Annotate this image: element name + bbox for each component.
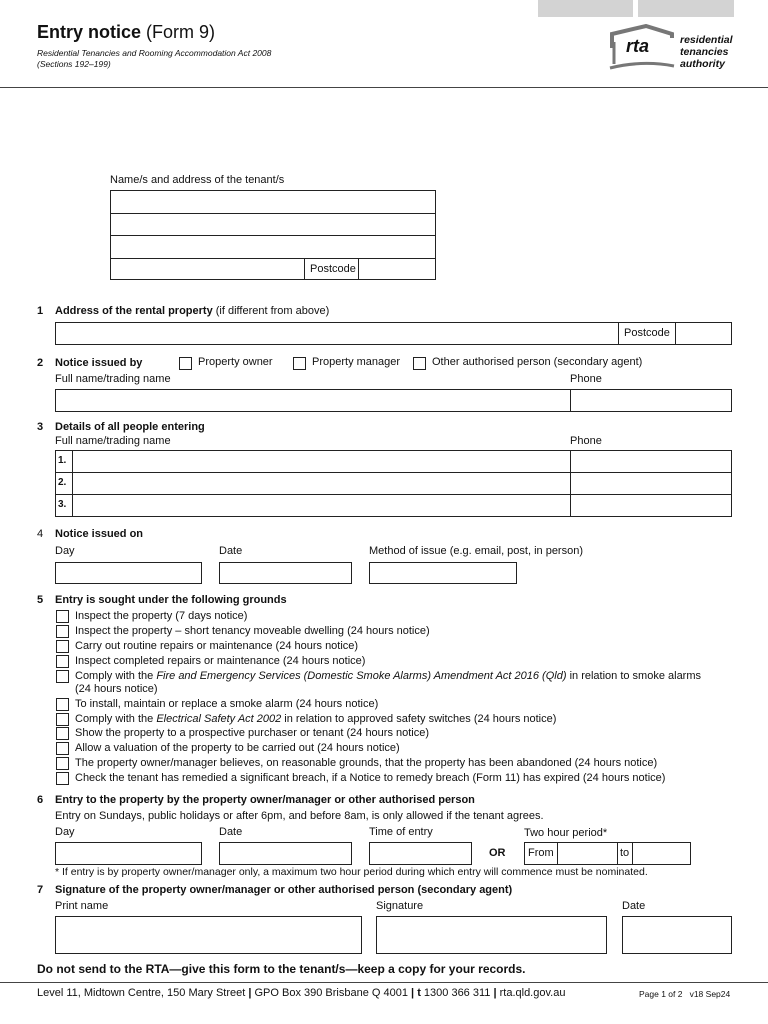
q6-time-label: Time of entry — [369, 826, 433, 838]
ground-abandoned-checkbox[interactable] — [56, 757, 69, 770]
ground-show-property-label: Show the property to a prospective purchaser or tenant (24 hours notice) — [75, 727, 430, 739]
top-tab-2[interactable] — [638, 0, 734, 17]
ground-show-property-checkbox[interactable] — [56, 727, 69, 740]
q1-divider — [618, 323, 619, 344]
q2-divider — [570, 390, 571, 411]
ground-valuation-checkbox[interactable] — [56, 742, 69, 755]
q6-day-label: Day — [55, 826, 75, 838]
q2-heading: Notice issued by — [55, 357, 143, 369]
ground-breach-label: Check the tenant has remedied a significant breach, if a Notice to remedy breach (Form 11) has expired (24 hours notice) — [75, 772, 666, 784]
q2-name-label: Full name/trading name — [55, 373, 171, 385]
ground-inspect-checkbox[interactable] — [56, 610, 69, 623]
tenant-line-3 — [111, 258, 435, 259]
issuer-name-phone-input[interactable] — [55, 389, 732, 412]
form-title: Entry notice (Form 9) — [37, 22, 216, 42]
entry-date-input[interactable] — [219, 842, 352, 865]
entry-time-input[interactable] — [369, 842, 472, 865]
q3-phone-divider — [570, 451, 571, 516]
header-divider — [0, 87, 768, 88]
ground-valuation-label: Allow a valuation of the property to be carried out (24 hours notice) — [75, 742, 400, 754]
notice-method-input[interactable] — [369, 562, 517, 584]
ground-smoke-alarm-checkbox[interactable] — [56, 698, 69, 711]
q3-row-1: 1. — [58, 455, 67, 466]
rta-logo — [606, 24, 676, 72]
ground-electrical-label: Comply with the Electrical Safety Act 2002 in relation to approved safety switches (24 hours notice) — [75, 713, 557, 725]
property-manager-checkbox[interactable] — [293, 357, 306, 370]
from-label: From — [528, 847, 554, 859]
tenant-postcode-divider-2 — [358, 258, 359, 280]
act-sections: (Sections 192–199) — [37, 59, 111, 69]
notice-day-input[interactable] — [55, 562, 202, 584]
q6-note: Entry on Sundays, public holidays or after 6pm, and before 8am, is only allowed if the tenant agrees. — [55, 810, 544, 822]
property-manager-label: Property manager — [312, 356, 401, 368]
q6-heading: Entry to the property by the property owner/manager or other authorised person — [55, 794, 475, 806]
q7-date-label: Date — [622, 900, 646, 912]
ground-inspect-short-label: Inspect the property – short tenancy moveable dwelling (24 hours notice) — [75, 625, 430, 637]
q3-number: 3 — [37, 421, 44, 433]
footer-contact: Level 11, Midtown Centre, 150 Mary Street | GPO Box 390 Brisbane Q 4001 | t 1300 366 311 | rta.qld.gov.au — [37, 987, 566, 999]
q7-heading: Signature of the property owner/manager or other authorised person (secondary agent) — [55, 884, 513, 896]
q3-heading: Details of all people entering — [55, 421, 205, 433]
q4-number: 4 — [37, 528, 44, 540]
to-divider-left — [617, 843, 618, 864]
ground-inspect-label: Inspect the property (7 days notice) — [75, 610, 248, 622]
q5-number: 5 — [37, 594, 44, 606]
tenant-postcode-divider — [304, 258, 305, 280]
ground-routine-repairs-checkbox[interactable] — [56, 640, 69, 653]
q4-heading: Notice issued on — [55, 528, 144, 540]
ground-completed-repairs-label: Inspect completed repairs or maintenance (24 hours notice) — [75, 655, 366, 667]
tenant-address-box[interactable] — [110, 190, 436, 280]
ground-electrical-checkbox[interactable] — [56, 713, 69, 726]
q7-sig-label: Signature — [376, 900, 424, 912]
org-name-line3: authority — [680, 58, 725, 70]
ground-smoke-act-label: Comply with the Fire and Emergency Services (Domestic Smoke Alarms) Amendment Act 2016 (Qld) in relation to smoke alarms — [75, 670, 702, 682]
q1-divider-2 — [675, 323, 676, 344]
q3-row-3: 3. — [58, 499, 67, 510]
form-number: (Form 9) — [146, 22, 216, 42]
other-authorised-checkbox[interactable] — [413, 357, 426, 370]
q1-heading: Address of the rental property (if different from above) — [55, 305, 330, 317]
property-owner-label: Property owner — [198, 356, 273, 368]
act-name: Residential Tenancies and Rooming Accommodation Act 2008 — [37, 48, 272, 58]
q6-period-label: Two hour period* — [524, 827, 608, 839]
q3-row-2: 2. — [58, 477, 67, 488]
q2-phone-label: Phone — [570, 373, 602, 385]
website-link[interactable]: rta.qld.gov.au — [499, 987, 566, 999]
from-divider — [557, 843, 558, 864]
q7-print-label: Print name — [55, 900, 109, 912]
tenant-line-1 — [111, 213, 435, 214]
q1-postcode-label: Postcode — [624, 327, 670, 339]
notice-date-input[interactable] — [219, 562, 352, 584]
signature-input[interactable] — [376, 916, 607, 954]
q3-name-label: Full name/trading name — [55, 435, 171, 447]
people-entering-table[interactable] — [55, 450, 732, 517]
org-name-line1: residential — [680, 34, 733, 46]
q6-date-label: Date — [219, 826, 243, 838]
keep-copy-warning: Do not send to the RTA—give this form to the tenant/s—keep a copy for your records. — [37, 962, 526, 976]
to-divider-right — [632, 843, 633, 864]
ground-smoke-act-checkbox[interactable] — [56, 670, 69, 683]
q5-heading: Entry is sought under the following grounds — [55, 594, 287, 606]
q7-number: 7 — [37, 884, 44, 896]
ground-routine-repairs-label: Carry out routine repairs or maintenance (24 hours notice) — [75, 640, 359, 652]
q6-footnote: * If entry is by property owner/manager only, a maximum two hour period during which entry will commence must be nominated. — [55, 866, 648, 878]
logo-mark: rta — [626, 36, 650, 56]
q2-number: 2 — [37, 357, 44, 369]
ground-smoke-alarm-label: To install, maintain or replace a smoke alarm (24 hours notice) — [75, 698, 379, 710]
q4-day-label: Day — [55, 545, 75, 557]
q3-num-divider — [72, 451, 73, 516]
top-tab-1[interactable] — [538, 0, 633, 17]
ground-completed-repairs-checkbox[interactable] — [56, 655, 69, 668]
other-authorised-label: Other authorised person (secondary agent) — [432, 356, 643, 368]
q3-row-line-1 — [56, 472, 731, 473]
ground-inspect-short-checkbox[interactable] — [56, 625, 69, 638]
q4-method-label: Method of issue (e.g. email, post, in person) — [369, 545, 583, 557]
ground-smoke-act-cont: (24 hours notice) — [75, 683, 158, 695]
q6-number: 6 — [37, 794, 44, 806]
rental-address-input[interactable] — [55, 322, 732, 345]
ground-abandoned-label: The property owner/manager believes, on reasonable grounds, that the property has been abandoned (24 hours notice) — [75, 757, 658, 769]
tenant-postcode-label: Postcode — [310, 263, 356, 275]
tenant-label: Name/s and address of the tenant/s — [110, 174, 285, 186]
ground-breach-checkbox[interactable] — [56, 772, 69, 785]
org-name-line2: tenancies — [680, 46, 729, 58]
page-info: Page 1 of 2 v18 Sep24 — [639, 989, 731, 999]
q3-row-line-2 — [56, 494, 731, 495]
property-owner-checkbox[interactable] — [179, 357, 192, 370]
entry-day-input[interactable] — [55, 842, 202, 865]
print-name-input[interactable] — [55, 916, 362, 954]
footer-divider — [0, 982, 768, 983]
two-hour-period-input[interactable] — [524, 842, 691, 865]
or-label: OR — [489, 847, 506, 859]
q1-number: 1 — [37, 305, 44, 317]
signature-date-input[interactable] — [622, 916, 732, 954]
q4-date-label: Date — [219, 545, 243, 557]
q3-phone-label: Phone — [570, 435, 602, 447]
tenant-line-2 — [111, 235, 435, 236]
to-label: to — [620, 847, 630, 859]
